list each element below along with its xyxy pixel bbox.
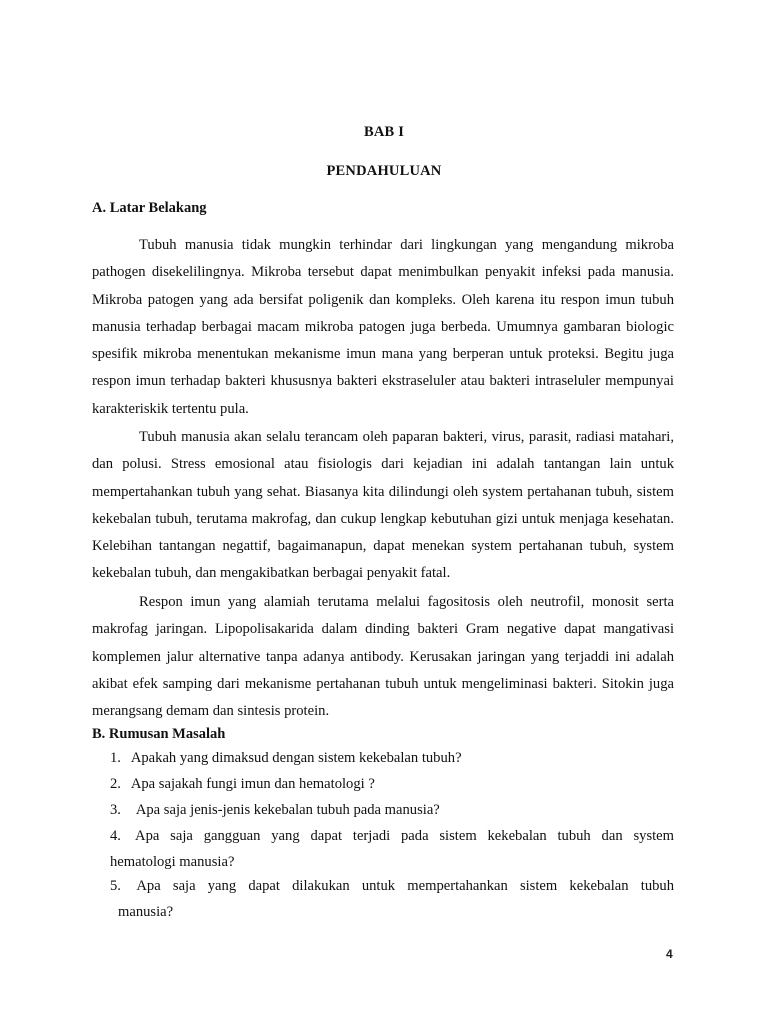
- list-item: [110, 824, 674, 875]
- list-item-number: 4.: [110, 828, 121, 844]
- list-item-line: [110, 874, 674, 900]
- list-item-text: Apa saja jenis-jenis kekebalan tubuh pada manusia?: [135, 802, 440, 818]
- section-heading-latar-belakang: A. Latar Belakang: [92, 200, 207, 216]
- list-item: [110, 772, 674, 798]
- list-item-line: [110, 824, 674, 850]
- list-item-continuation: hematologi manusia?: [110, 853, 235, 870]
- list-item-number: 1.: [110, 750, 121, 766]
- chapter-title: BAB I: [363, 124, 405, 140]
- paragraph: Tubuh manusia tidak mungkin terhindar dari lingkungan yang mengandung mikroba pathogen disekelilingnya. Mikroba tersebut dapat menimbulkan penyakit infeksi pada manusia. Mikroba patogen yang ada bersifat poligenik dan kompleks. Oleh karena itu respon imun tubuh manusia terhadap berbagai macam mikroba patogen juga berbeda. Umumnya gambaran biologic spesifik mikroba menentukan mekanisme imun mana yang berperan untuk proteksi. Begitu juga respon imun terhadap bakteri khususnya bakteri ekstraseluler atau bakteri intraseluler mempunyai karakteriskik tertentu pula.: [92, 237, 674, 417]
- paragraph: Respon imun yang alamiah terutama melalui fagositosis oleh neutrofil, monosit serta makrofag jaringan. Lipopolisakarida dalam dinding bakteri Gram negative dapat mangativasi komplemen jalur alternative tanpa adanya antibody. Kerusakan jaringan yang terjaddi ini adalah akibat efek samping dari mekanisme pertahanan tubuh untuk mengeliminasi bakteri. Sitokin juga merangsang demam dan sintesis protein.: [92, 594, 674, 720]
- list-item-number: 5.: [110, 878, 121, 894]
- page-number: 4: [666, 947, 673, 961]
- list-item: [110, 798, 674, 824]
- list-item-text: Apakah yang dimaksud dengan sistem kekebalan tubuh?: [130, 750, 462, 766]
- list-item-number: 3.: [110, 802, 121, 818]
- paragraph: Tubuh manusia akan selalu terancam oleh paparan bakteri, virus, parasit, radiasi matahari, dan polusi. Stress emosional atau fisiologis dari kejadian ini adalah tantangan lain untuk mempertahankan tubuh yang sehat. Biasanya kita dilindungi oleh system pertahanan tubuh, sistem kekebalan tubuh, terutama makrofag, dan cukup lengkap kebutuhan gizi untuk menjaga kesehatan. Kelebihan tantangan negattif, bagaimanapun, dapat menekan system pertahanan tubuh, system kekebalan tubuh, dan mengakibatkan berbagai penyakit fatal.: [92, 429, 674, 582]
- list-item-continuation: manusia?: [118, 903, 174, 920]
- section-heading-rumusan-masalah: B. Rumusan Masalah: [92, 726, 226, 742]
- list-item-text: Apa sajakah fungi imun dan hematologi ?: [130, 776, 375, 792]
- list-item-number: 2.: [110, 776, 121, 792]
- list-item-text: Apa saja gangguan yang dapat terjadi pada sistem kekebalan tubuh dan system: [135, 828, 675, 844]
- list-item: [110, 746, 674, 772]
- list-item-text: Apa saja yang dapat dilakukan untuk mempertahankan sistem kekebalan tubuh: [136, 878, 675, 894]
- list-item: [110, 874, 674, 925]
- chapter-subtitle: PENDAHULUAN: [326, 163, 442, 179]
